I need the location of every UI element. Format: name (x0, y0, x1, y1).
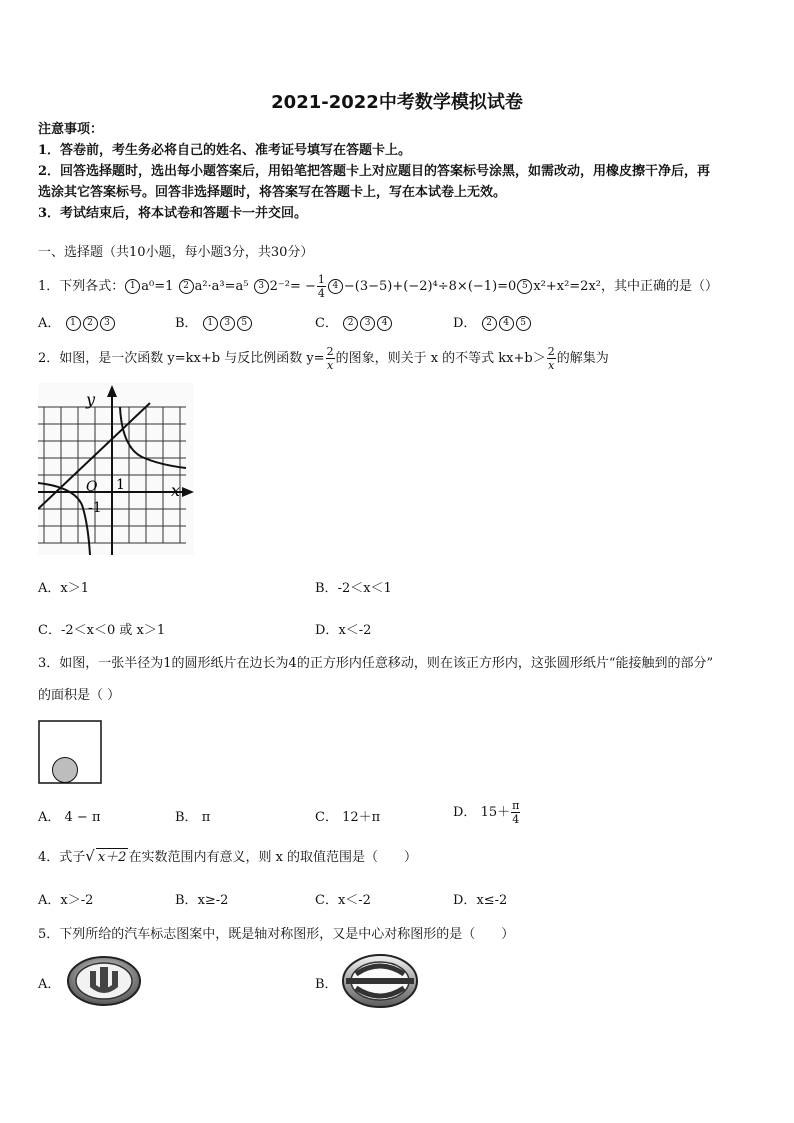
circled-number: 1 (66, 316, 81, 331)
q2-option-b[interactable] (315, 577, 392, 596)
option-text: x＞-2 (60, 893, 94, 908)
notice-heading: 注意事项： (38, 122, 104, 137)
q2-text-a: 2．如图，是一次函数 y=kx+b 与反比例函数 y= (38, 351, 325, 366)
q1-expr-5: x²+x²=2x² (533, 279, 601, 294)
question-5: 5．下列所给的汽车标志图案中，既是轴对称图形，又是中心对称图形的是（ ） (38, 927, 515, 942)
option-letter: D． (453, 893, 477, 908)
option-text: x≤-2 (476, 893, 508, 908)
question-2 (38, 345, 609, 372)
circled-number: 1 (125, 279, 140, 294)
q4-option-a[interactable] (38, 889, 93, 908)
option-text: x≥-2 (197, 893, 229, 908)
option-letter: D． (315, 623, 339, 638)
option-letter: B． (315, 581, 338, 596)
question-1 (38, 273, 718, 300)
q5-option-a[interactable] (38, 973, 60, 992)
q3-option-a[interactable] (38, 806, 101, 825)
circled-number: 4 (328, 279, 343, 294)
option-letter: A． (38, 581, 61, 596)
fraction (326, 345, 335, 372)
circled-number: 4 (377, 316, 392, 331)
fraction-numerator: π (512, 799, 520, 812)
option-letter: B． (175, 893, 198, 908)
notice-item-2-cont: 选涂其它答案标号。回答非选择题时，将答案写在答题卡上，写在本试卷上无效。 (38, 185, 507, 200)
circled-number: 1 (203, 316, 218, 331)
q4-option-c[interactable] (315, 889, 371, 908)
question-3-line-1: 3．如图，一张半径为1的圆形纸片在边长为4的正方形内任意移动，则在该正方形内，这张圆形纸片“能接触到的部分” (38, 656, 714, 671)
option-letter: B． (175, 810, 198, 825)
circled-number: 3 (360, 316, 375, 331)
circle-paper (53, 758, 78, 783)
fraction (317, 273, 326, 300)
hafei-logo-icon (340, 952, 420, 1010)
q2-option-c[interactable] (38, 619, 165, 638)
sqrt-symbol: √ (85, 847, 95, 865)
q2-text-b: 的图象，则关于 x 的不等式 kx+b＞ (335, 351, 546, 366)
q1-option-d[interactable] (453, 312, 532, 331)
fraction-numerator: 2 (326, 345, 334, 358)
option-letter: C． (315, 316, 338, 331)
option-text: 4 − π (64, 810, 101, 825)
q4-option-b[interactable] (175, 889, 228, 908)
q2-text-c: 的解集为 (556, 351, 609, 366)
q1-expr-4: −(3−5)+(−2)⁴÷8×(−1)=0 (343, 279, 517, 294)
option-text: π (201, 810, 211, 825)
option-text: -2＜x＜1 (337, 581, 392, 596)
section-heading: 一、选择题（共10小题，每小题3分，共30分） (38, 245, 314, 260)
tick-label-1: 1 (116, 477, 125, 493)
circled-number: 5 (516, 316, 531, 331)
option-text: x＜-2 (337, 893, 371, 908)
q3-option-c[interactable] (315, 806, 380, 825)
fraction-denominator: x (548, 359, 555, 372)
option-letter: A． (38, 316, 61, 331)
notice-item-1: 1．答卷前，考生务必将自己的姓名、准考证号填写在答题卡上。 (38, 143, 412, 158)
option-letter: A． (38, 810, 61, 825)
option-letter: C． (315, 893, 338, 908)
fraction-denominator: x (326, 359, 334, 372)
q3-option-d[interactable] (453, 799, 521, 826)
q1-expr-2: a²·a³=a⁵ (194, 279, 249, 294)
q4-option-d[interactable] (453, 889, 507, 908)
option-letter: D． (453, 316, 477, 331)
q1-prefix: 1．下列各式： (38, 279, 125, 294)
great-wall-logo-icon (66, 955, 142, 1007)
notice-item-3: 3．考试结束后，将本试卷和答题卡一并交回。 (38, 206, 308, 221)
q3-square-figure (38, 720, 102, 784)
option-text: x＜-2 (338, 623, 372, 638)
option-text: x＞1 (60, 581, 89, 596)
option-letter: B． (315, 977, 338, 992)
option-text: 15＋ (480, 805, 511, 820)
option-letter: B． (175, 316, 198, 331)
fraction-numerator: 1 (317, 273, 325, 286)
question-3-line-2: 的面积是（ ） (38, 688, 121, 703)
circled-number: 3 (220, 316, 235, 331)
notice-item-2: 2．回答选择题时，选出每小题答案后，用铅笔把答题卡上对应题目的答案标号涂黑，如需改动，用橡皮擦干净后，再 (38, 164, 711, 179)
q5-option-b[interactable] (315, 973, 338, 992)
fraction (547, 345, 556, 372)
circled-number: 3 (100, 316, 115, 331)
circled-number: 2 (179, 279, 194, 294)
option-text: 12＋π (342, 810, 381, 825)
fraction-numerator: 2 (547, 345, 555, 358)
circled-number: 2 (343, 316, 358, 331)
circled-number: 5 (517, 279, 532, 294)
option-text: -2＜x＜0 或 x＞1 (60, 623, 166, 638)
q1-suffix: ，其中正确的是（） (601, 279, 719, 294)
q1-option-c[interactable] (315, 312, 393, 331)
tick-label-neg-1: -1 (88, 500, 102, 516)
origin-label: O (86, 479, 98, 495)
option-letter: A． (38, 977, 61, 992)
x-axis-label: x (171, 481, 181, 500)
fraction-denominator: 4 (317, 287, 325, 300)
q1-option-b[interactable] (175, 312, 253, 331)
fraction-denominator: 4 (512, 813, 520, 826)
q2-graph (38, 383, 194, 555)
circled-number: 2 (83, 316, 98, 331)
q1-expr-1: a⁰=1 (141, 279, 174, 294)
q2-option-a[interactable] (38, 577, 89, 596)
option-letter: A． (38, 893, 61, 908)
option-letter: D． (453, 805, 477, 820)
circled-number: 4 (499, 316, 514, 331)
option-letter: C． (38, 623, 61, 638)
circled-number: 3 (254, 279, 269, 294)
sqrt-radicand: x＋2 (97, 850, 127, 865)
q4-prefix: 4．式子 (38, 850, 86, 865)
q4-suffix: 在实数范围内有意义，则 x 的取值范围是（ ） (128, 850, 418, 865)
circled-number: 5 (237, 316, 252, 331)
q2-option-d[interactable] (315, 619, 371, 638)
y-axis-label: y (86, 390, 96, 409)
option-letter: C． (315, 810, 338, 825)
page-title: 2021-2022中考数学模拟试卷 (271, 92, 523, 113)
q3-option-b[interactable] (175, 806, 210, 825)
question-4 (38, 847, 417, 867)
circled-number: 2 (482, 316, 497, 331)
q1-expr-3: 2⁻²= − (269, 279, 316, 294)
fraction (511, 799, 520, 826)
q1-option-a[interactable] (38, 312, 116, 331)
